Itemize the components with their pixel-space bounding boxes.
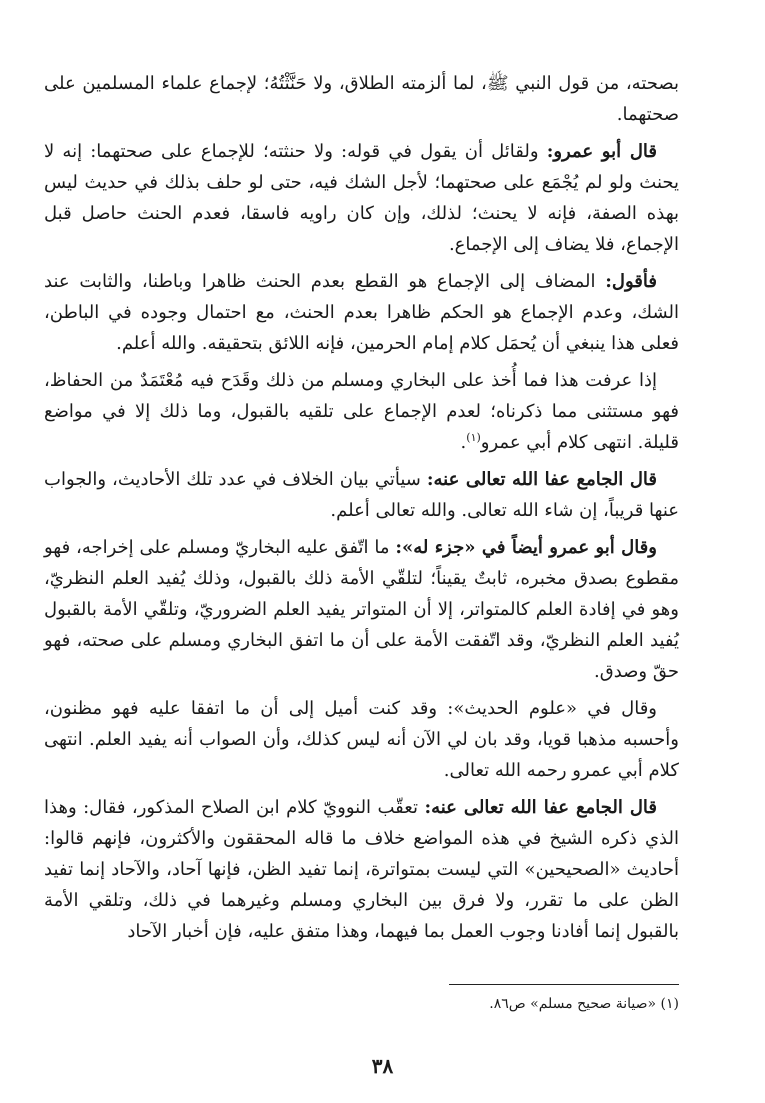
paragraph-8 [44,792,679,947]
paragraph-lead: قال الجامع عفا الله تعالى عنه: [426,469,658,490]
footnote-reference: (١) [466,431,481,444]
footnote-divider [449,984,679,985]
paragraph-3 [44,266,679,359]
footnote [44,994,679,1014]
paragraph-text: إذا عرفت هذا فما أُخذ على البخاري ومسلم من ذلك وقَدَح فيه مُعْتَمَدٌ من الحفاظ، فهو مستثنى مما ذكرناه؛ لعدم الإجماع على تلقيه بالقبول، وما ذلك إلا في مواضع قليلة. انتهى كلام أبي عمرو [44,370,679,453]
paragraph-7 [44,693,679,786]
paragraph-5 [44,464,679,526]
paragraph-lead: فأقول: [605,271,657,292]
page-number: ٣٨ [371,1054,394,1078]
paragraph-lead: وقال أبو عمرو أيضاً في «جزء له»: [395,537,657,558]
paragraph-lead: قال الجامع عفا الله تعالى عنه: [424,797,658,818]
paragraph-text: سيأتي بيان الخلاف في عدد تلك الأحاديث، والجواب عنها قريباً، إن شاء الله تعالى. والله تعالى أعلم. [44,469,679,521]
paragraph-2 [44,136,679,260]
paragraph-text: وقال في «علوم الحديث»: وقد كنت أميل إلى أن ما اتفقا عليه فهو مظنون، وأحسبه مذهبا قويا، وقد بان لي الآن أنه ليس كذلك، وأن الصواب أنه يفيد العلم. انتهى كلام أبي عمرو رحمه الله تعالى. [44,698,679,781]
paragraph-text: تعقّب النوويّ كلام ابن الصلاح المذكور، فقال: وهذا الذي ذكره الشيخ في هذه المواضع خلاف ما قاله المحققون والأكثرون، فإنهم قالوا: أحاديث «الصحيحين» التي ليست بمتواترة، إنما تفيد الظن، فإنها آحاد، والآحاد إنما تفيد الظن على ما تقرر، ولا فرق بين البخاري ومسلم وغيرهما في ذلك، وتلقي الأمة بالقبول إنما أفادنا وجوب العمل بما فيهما، وهذا متفق عليه، فإن أخبار الآحاد [44,797,679,942]
paragraph-1 [44,68,679,130]
footnote-text: «صيانة صحيح مسلم» ص٨٦. [489,996,657,1012]
paragraph-6 [44,532,679,687]
paragraph-text: بصحته، من قول النبي ﷺ، لما ألزمته الطلاق، ولا حَنَّثْتُهُ؛ لإجماع علماء المسلمين على صحتهما. [44,73,679,125]
paragraph-text: المضاف إلى الإجماع هو القطع بعدم الحنث ظاهرا وباطنا، والثابت عند الشك، وعدم الإجماع هو الحكم ظاهرا بعدم الحنث، مع احتمال وجوده في الباطن، فعلى هذا ينبغي أن يُحمَل كلام إمام الحرمين، فإنه اللائق بتحقيقه. والله أعلم. [44,271,679,354]
paragraph-lead: قال أبو عمرو: [546,141,657,162]
paragraph-text: ولقائل أن يقول في قوله: ولا حنثته؛ للإجماع على صحتهما: إنه لا يحنث ولو لم يُجْمَع على صحتهما؛ لأجل الشك فيه، حتى لو حلف بذلك في حديث ليس بهذه الصفة، فإنه لا يحنث؛ لذلك، وإن كان راويه فاسقا، فعدم الحنث حاصل قبل الإجماع، فلا يضاف إلى الإجماع. [44,141,679,255]
paragraph-text: ما اتّفق عليه البخاريّ ومسلم على إخراجه، فهو مقطوع بصدق مخبره، ثابتٌ يقيناً؛ لتلقّي الأمة ذلك بالقبول، وذلك يُفيد العلم النظريّ، وهو في إفادة العلم كالمتواتر، إلا أن المتواتر يفيد العلم الضروريّ، وتلقّي الأمة بالقبول يُفيد العلم النظريّ، وقد اتّفقت الأمة على أن ما اتفق البخاري ومسلم على صحته، فهو حقّ وصدق. [44,537,679,682]
footnote-number: (١) [660,996,679,1012]
paragraph-tail: . [460,432,467,453]
paragraph-4 [44,365,679,458]
